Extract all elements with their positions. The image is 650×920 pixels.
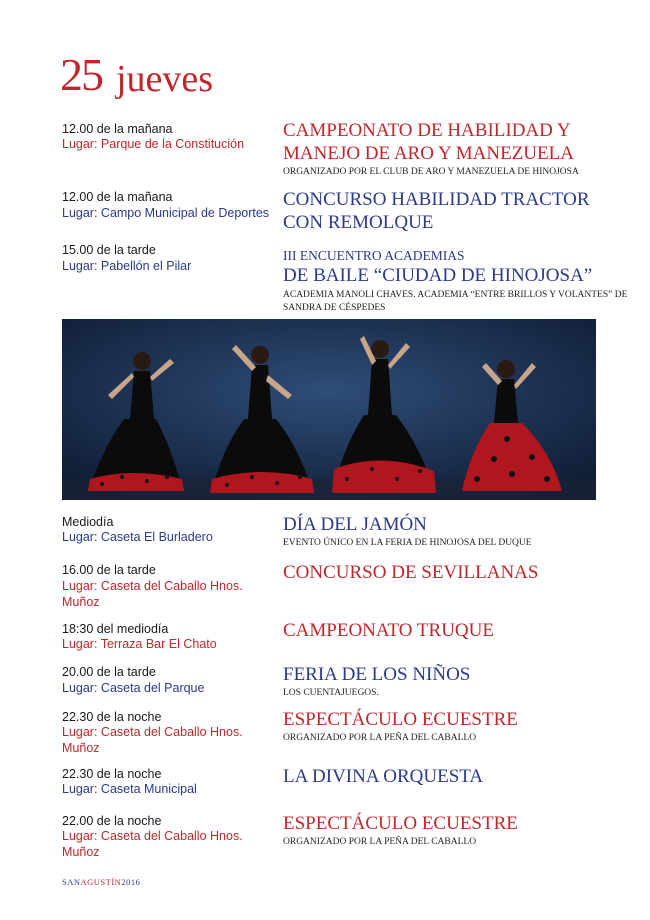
event-place: Lugar: Pabellón el Pilar	[62, 259, 192, 273]
event-subtitle: LOS CUENTAJUEGOS.	[283, 688, 379, 698]
event-time: 15.00 de la tarde	[62, 243, 156, 257]
event-subtitle: ACADEMIA MANOLI CHAVES. ACADEMIA “ENTRE BRILLOS Y VOLANTES” DE	[283, 290, 628, 300]
event-time: 16.00 de la tarde	[62, 563, 156, 577]
event-title: DÍA DEL JAMÓN	[283, 514, 427, 535]
event-subtitle: ORGANIZADO POR EL CLUB DE ARO Y MANEZUELA DE HINOJOSA	[283, 167, 579, 177]
event-time: Mediodía	[62, 515, 114, 529]
event-place: Lugar: Terraza Bar El Chato	[62, 637, 217, 651]
event-place: Lugar: Caseta del Caballo Hnos. Muñoz	[62, 579, 243, 609]
event-title: ESPECTÁCULO ECUESTRE	[283, 709, 518, 730]
event-subtitle: SANDRA DE CÉSPEDES	[283, 303, 386, 313]
event-time: 20.00 de la tarde	[62, 665, 156, 679]
event-time: 12.00 de la mañana	[62, 122, 173, 136]
event-time: 22.30 de la noche	[62, 710, 162, 724]
event-time: 12.00 de la mañana	[62, 190, 173, 204]
event-title: CON REMOLQUE	[283, 212, 434, 233]
event-title: CONCURSO HABILIDAD TRACTOR	[283, 189, 590, 210]
event-time: 22.30 de la noche	[62, 767, 162, 781]
footer-agustin: AGUSTÍN	[80, 877, 122, 887]
event-place: Lugar: Caseta del Caballo Hnos. Muñoz	[62, 725, 243, 755]
event-title: DE BAILE “CIUDAD DE HINOJOSA”	[283, 265, 593, 286]
event-title: MANEJO DE ARO Y MANEZUELA	[283, 143, 574, 164]
event-time: 22.00 de la noche	[62, 814, 162, 828]
event-title: CAMPEONATO DE HABILIDAD Y	[283, 120, 571, 141]
footer-san: SAN	[62, 877, 81, 887]
event-title: III ENCUENTRO ACADEMIAS	[283, 248, 465, 263]
event-subtitle: ORGANIZADO POR LA PEÑA DEL CABALLO	[283, 733, 477, 743]
flamenco-dancers-photo	[62, 319, 596, 500]
event-time: 18:30 del mediodía	[62, 622, 169, 636]
event-subtitle: ORGANIZADO POR LA PEÑA DEL CABALLO	[283, 837, 477, 847]
event-title: CAMPEONATO TRUQUE	[283, 620, 494, 641]
day-name: jueves	[116, 58, 214, 100]
event-place: Lugar: Caseta El Burladero	[62, 530, 213, 544]
footer-year: 2016	[121, 877, 141, 887]
photo-illustration	[62, 319, 596, 500]
event-title: ESPECTÁCULO ECUESTRE	[283, 813, 518, 834]
event-title: CONCURSO DE SEVILLANAS	[283, 562, 539, 583]
day-number: 25	[60, 49, 102, 100]
event-place: Lugar: Caseta del Parque	[62, 681, 205, 695]
event-place: Lugar: Parque de la Constitución	[62, 137, 245, 151]
event-title: LA DIVINA ORQUESTA	[283, 766, 484, 787]
event-place: Lugar: Campo Municipal de Deportes	[62, 206, 270, 220]
event-place: Lugar: Caseta Municipal	[62, 782, 197, 796]
event-subtitle: EVENTO ÚNICO EN LA FERIA DE HINOJOSA DEL DUQUE	[283, 538, 532, 548]
event-place: Lugar: Caseta del Caballo Hnos. Muñoz	[62, 829, 243, 859]
footer-brand	[62, 877, 140, 887]
event-title: FERIA DE LOS NIÑOS	[283, 664, 471, 685]
